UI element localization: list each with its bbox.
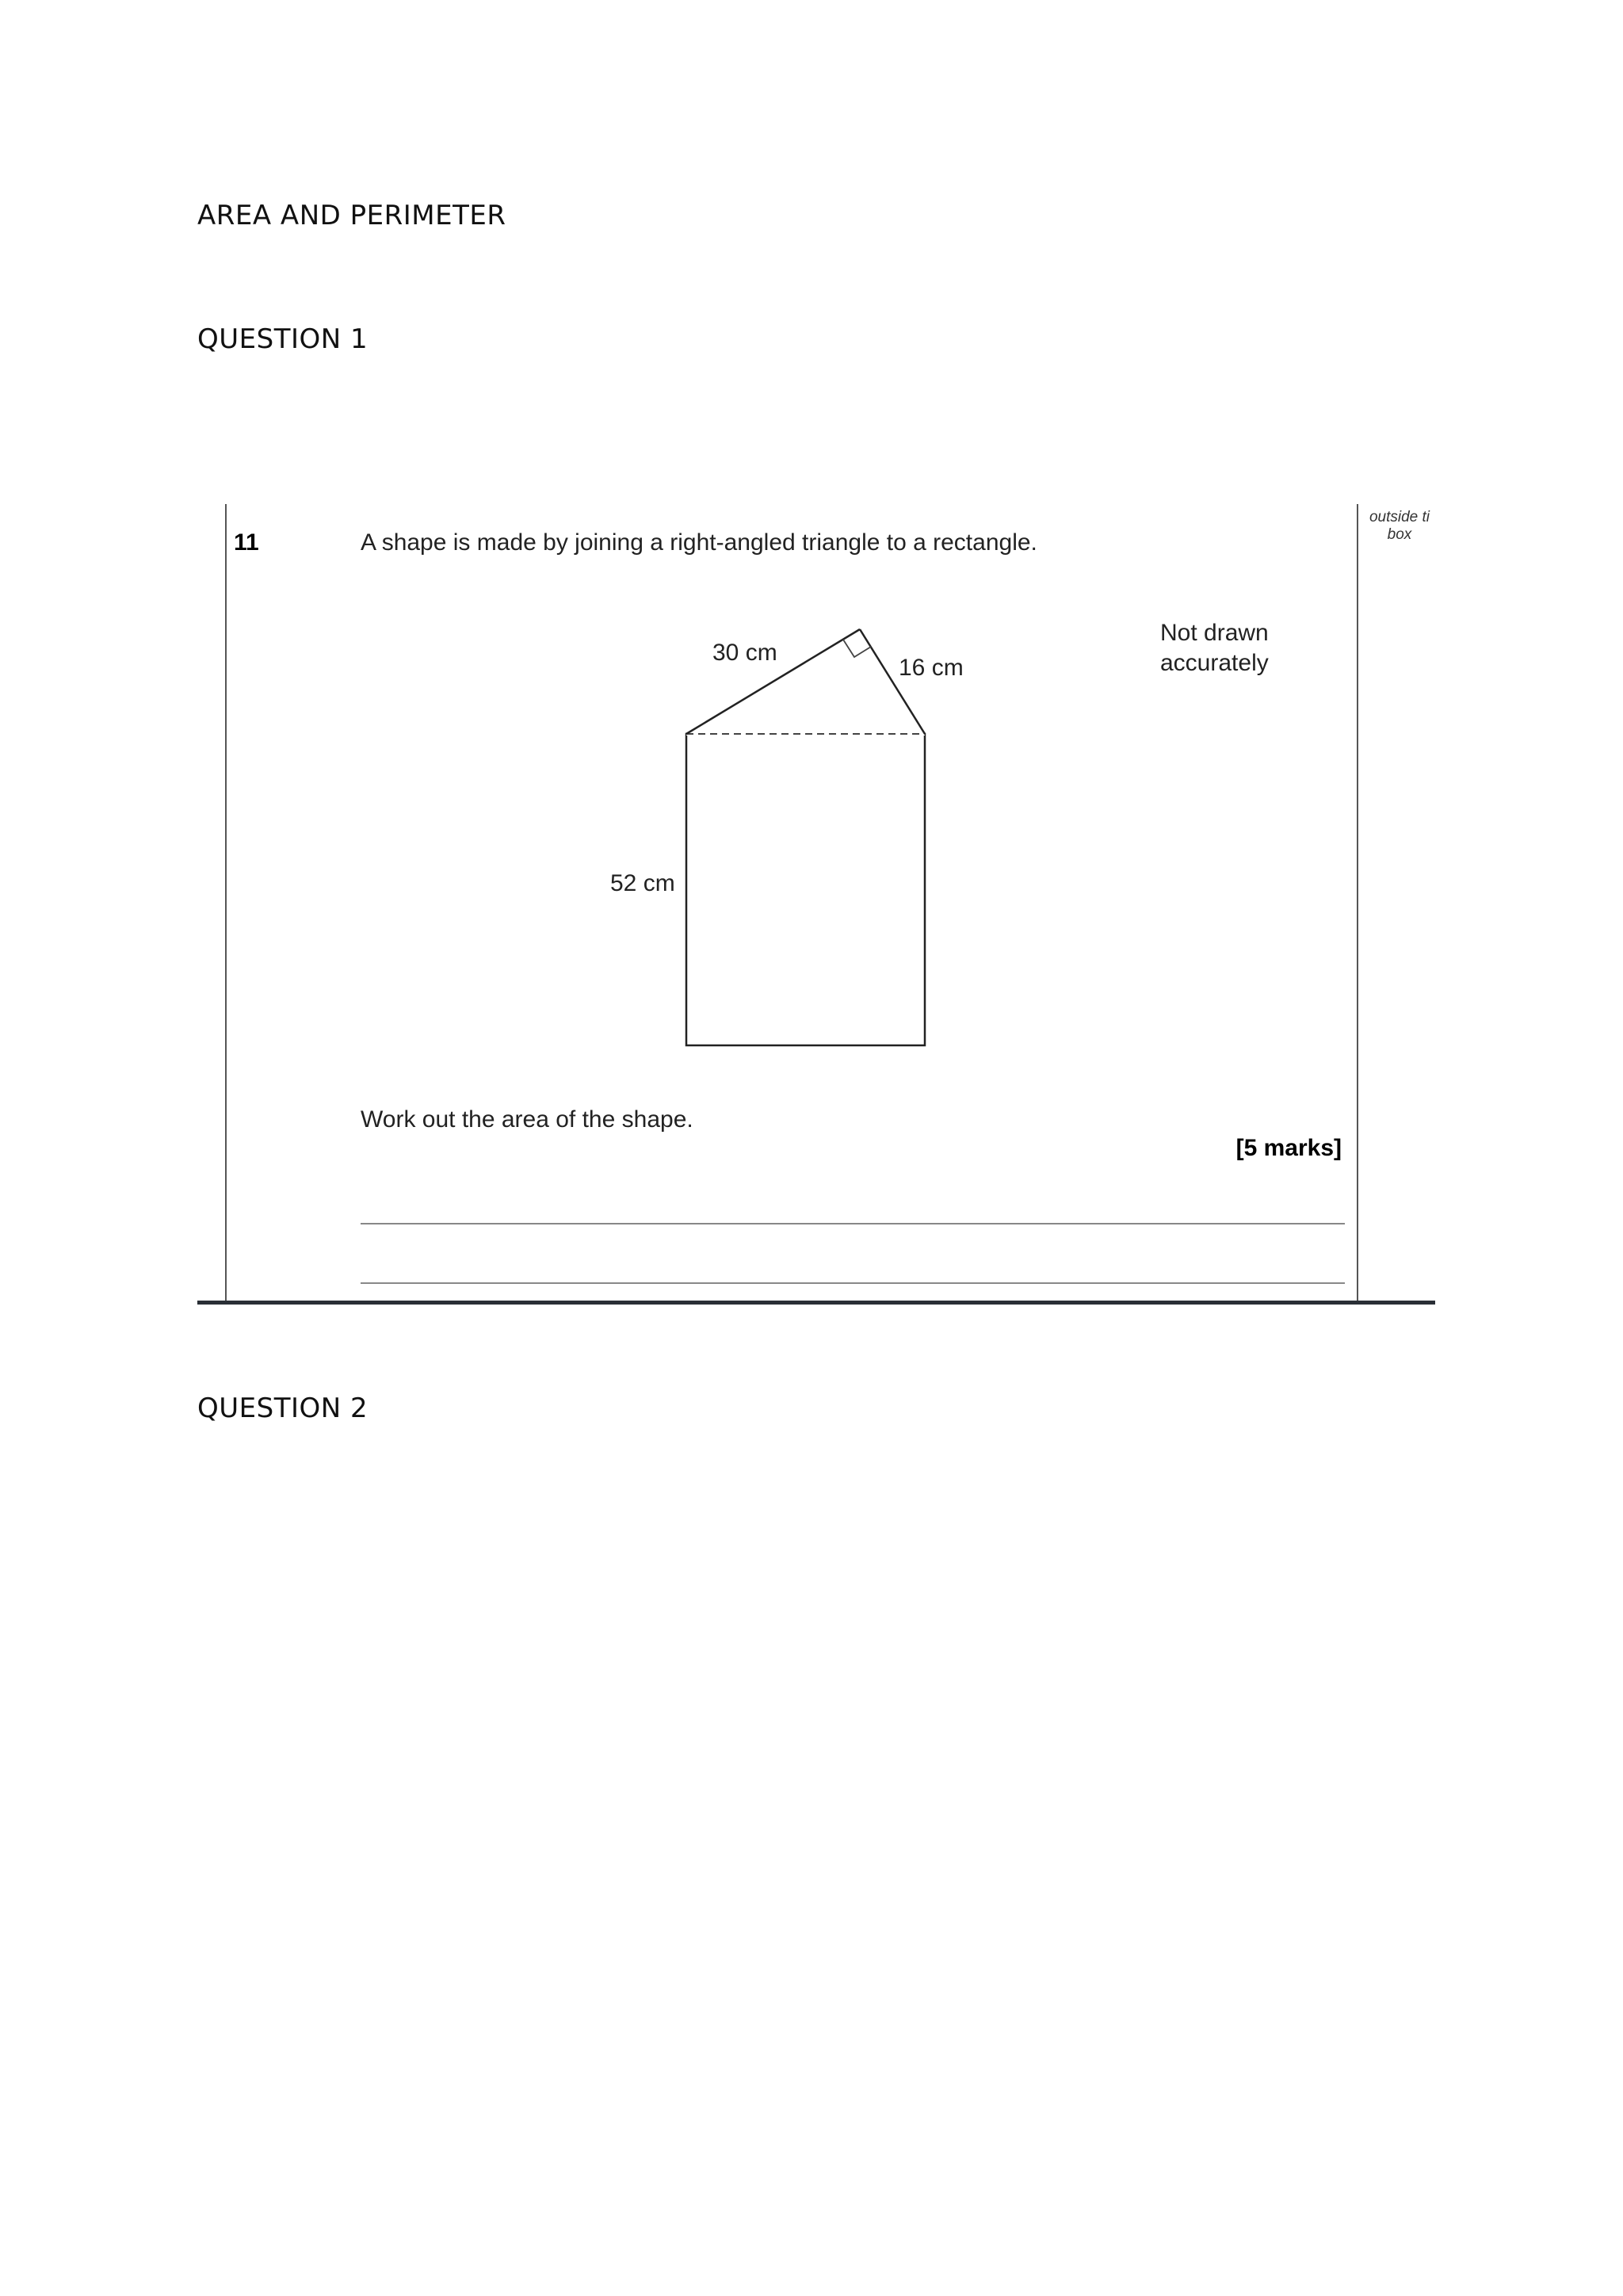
instruction-text: Work out the area of the shape. [361, 1106, 693, 1133]
label-52cm: 52 cm [610, 870, 675, 896]
shape-diagram [197, 504, 1435, 1305]
rectangle [686, 734, 925, 1045]
label-30cm: 30 cm [712, 640, 777, 666]
answer-line[interactable] [361, 1282, 1345, 1284]
label-16cm: 16 cm [899, 655, 964, 681]
exam-question-box [197, 504, 1435, 1305]
margin-note: outside ti box [1369, 509, 1430, 543]
page-title: AREA AND PERIMETER [197, 200, 506, 231]
question-2-heading: QUESTION 2 [197, 1392, 369, 1424]
question-text: A shape is made by joining a right-angled triangle to a rectangle. [361, 529, 1037, 556]
question-number: 11 [234, 529, 259, 556]
not-drawn-accurately-note: Not drawn accurately [1160, 620, 1269, 676]
marks-label: [5 marks] [1235, 1135, 1342, 1161]
triangle-short-leg [860, 629, 925, 734]
question-1-heading: QUESTION 1 [197, 323, 369, 355]
answer-line[interactable] [361, 1223, 1345, 1224]
